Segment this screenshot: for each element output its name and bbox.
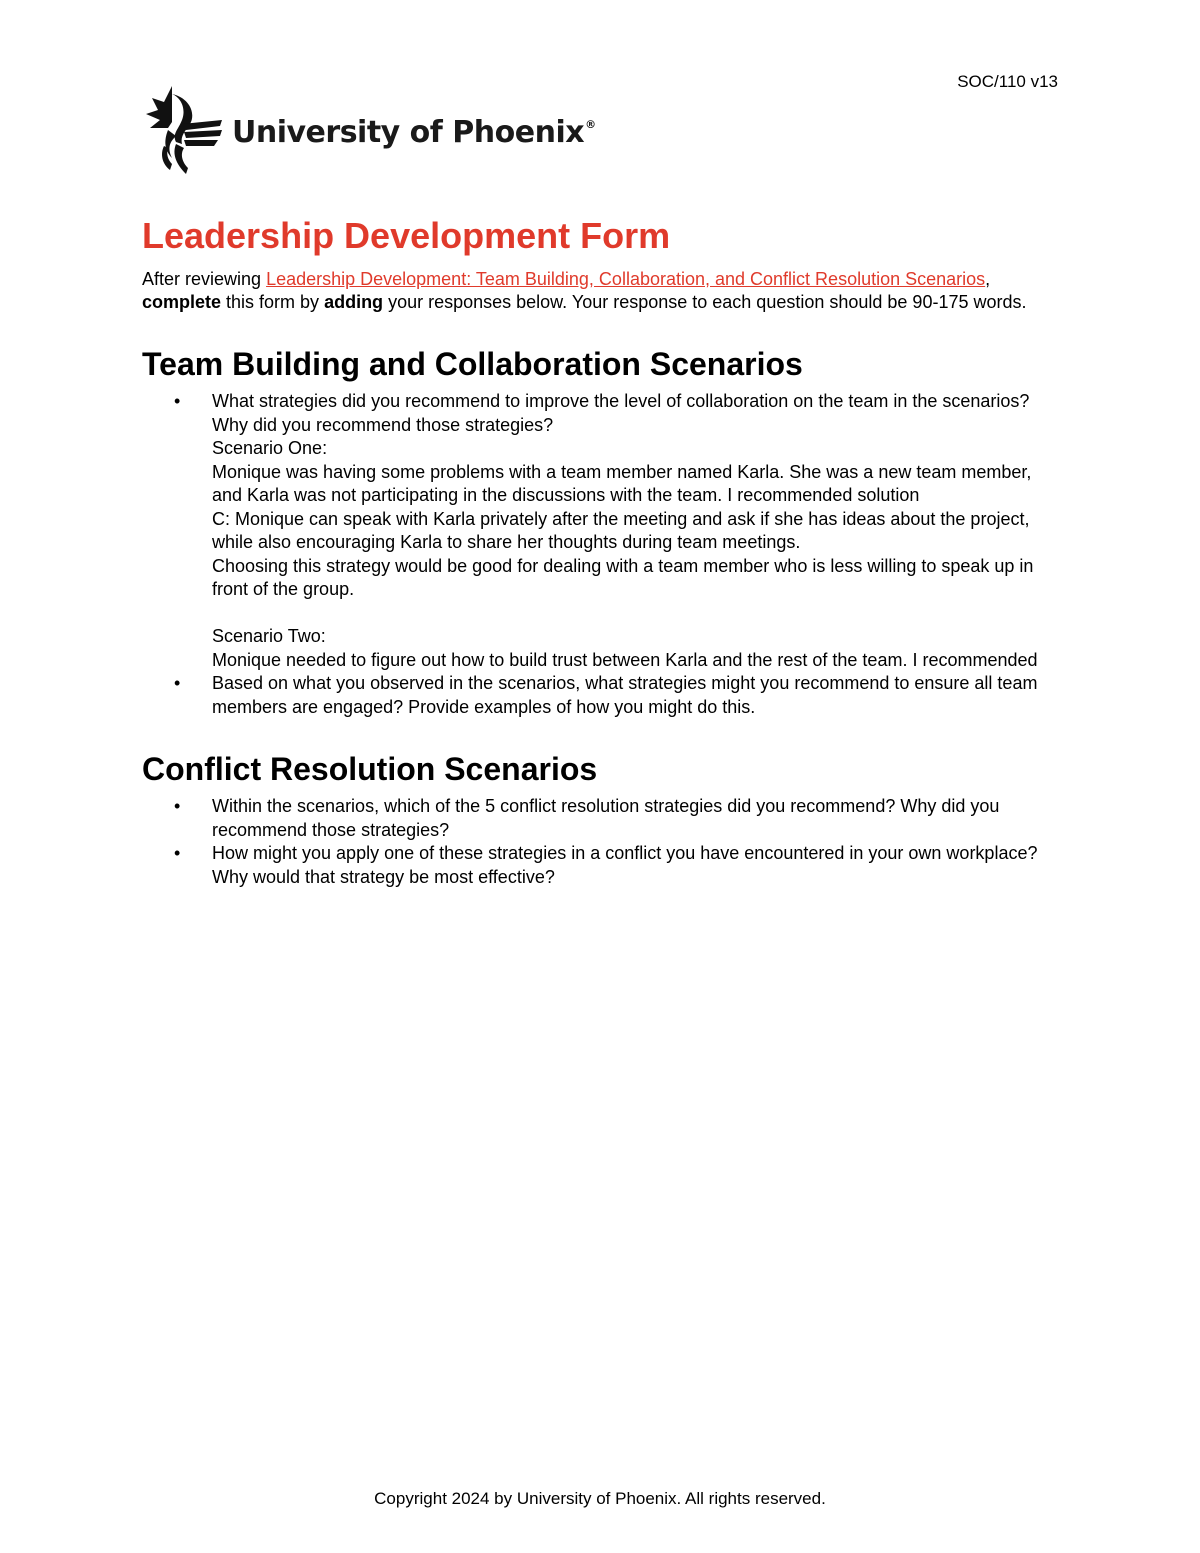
list-item [142,842,1062,889]
logo-wordmark: University of Phoenix® [232,114,596,150]
page-title: Leadership Development Form [142,215,671,256]
course-code: SOC/110 v13 [957,72,1058,91]
document-body [142,210,1062,889]
question-text: Within the scenarios, which of the 5 conflict resolution strategies did you recommend? Why did you recommend those strategies? [212,796,1000,840]
bullet-icon: • [174,843,181,863]
scenarios-link[interactable]: Leadership Development: Team Building, Collaboration, and Conflict Resolution Scenarios [266,269,986,289]
list-item [142,390,1062,672]
bullet-icon: • [174,673,181,693]
answer-line: C: Monique can speak with Karla privately after the meeting and ask if she has ideas about the project, while also encouraging Karla to share her thoughts during team meetings. [212,508,1030,552]
list-item [142,795,1062,842]
conflict-resolution-questions [142,795,1062,889]
section-heading-conflict-resolution: Conflict Resolution Scenarios [142,751,598,787]
list-item [142,672,1062,719]
answer-line: Scenario Two: [212,626,326,646]
section-heading-team-building: Team Building and Collaboration Scenarios [142,346,803,382]
question-text: How might you apply one of these strategies in a conflict you have encountered in your own workplace? Why would that strategy be most effective? [212,843,1038,887]
answer-line: Choosing this strategy would be good for dealing with a team member who is less willing to speak up in front of the group. [212,555,1034,599]
phoenix-bird-icon [142,84,224,176]
answer-line: Monique was having some problems with a team member named Karla. She was a new team member, and Karla was not participating in the discussions with the team. I recommended solution [212,461,1032,505]
intro-paragraph: After reviewing Leadership Development: Team Building, Collaboration, and Conflict Resolution Scenarios, complete this form by adding your responses below. Your response to each question should be 90-175 words. [142,269,1027,312]
copyright-footer: Copyright 2024 by University of Phoenix. All rights reserved. [374,1489,826,1508]
bullet-icon: • [174,391,181,411]
university-logo [142,84,596,176]
answer-line: Scenario One: [212,438,328,458]
question-text: Based on what you observed in the scenarios, what strategies might you recommend to ensure all team members are engaged? Provide examples of how you might do this. [212,673,1038,717]
answer-line: Monique needed to figure out how to build trust between Karla and the rest of the team. I recommended [212,649,1038,670]
team-building-questions [142,390,1062,719]
question-text: What strategies did you recommend to improve the level of collaboration on the team in the scenarios? Why did you recommend those strategies? [212,391,1030,435]
blank-line [212,602,1062,626]
bullet-icon: • [174,796,181,816]
